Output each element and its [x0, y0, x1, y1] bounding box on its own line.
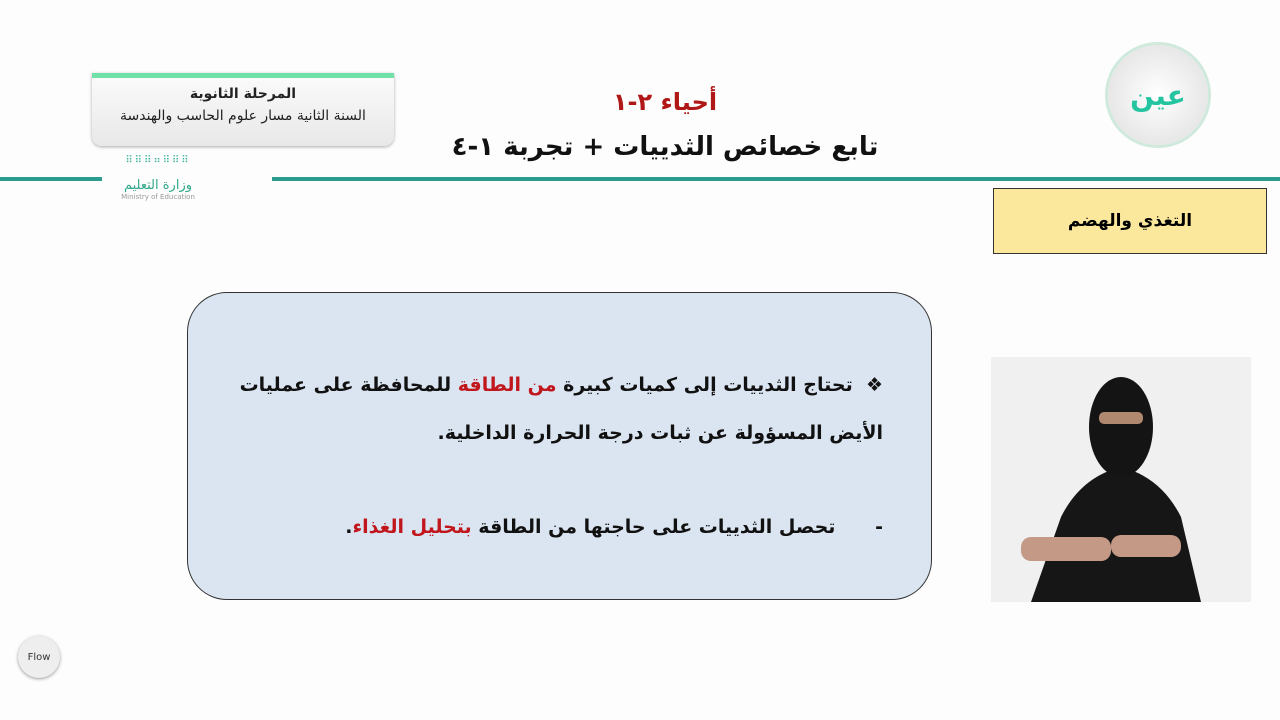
interpreter-figure [991, 357, 1251, 602]
topic-label: التغذي والهضم [1067, 211, 1193, 231]
ministry-name-en: Ministry of Education [121, 193, 195, 201]
content-card [187, 292, 932, 600]
dash-icon: - [875, 516, 883, 538]
subject-title: أحياء ٢-١ [612, 88, 718, 116]
highlight-text: من الطاقة [457, 374, 557, 396]
channel-logo-text: عين [1130, 78, 1186, 112]
text: تحصل الثدييات على حاجتها من الطاقة [471, 516, 836, 538]
text: للمحافظة على عمليات الأيض المسؤولة عن ثبات درجة الحرارة الداخلية. [239, 374, 883, 444]
ministry-name-ar: وزارة التعليم [123, 178, 193, 193]
paragraph-1 [228, 361, 883, 457]
paragraph-2 [228, 503, 883, 551]
track-label: السنة الثانية مسار علوم الحاسب والهندسة [120, 108, 366, 124]
stage-label: المرحلة الثانوية [189, 86, 297, 102]
text: تحتاج الثدييات إلى كميات كبيرة [556, 374, 853, 396]
bullet-icon: ❖ [865, 374, 883, 396]
flow-watermark [18, 636, 60, 678]
divider-right [272, 177, 1280, 181]
channel-logo [1108, 45, 1208, 145]
stage-banner [92, 73, 394, 146]
highlight-text: بتحليل الغذاء [352, 516, 472, 538]
watermark-text: Flow [27, 651, 51, 663]
ministry-logo [108, 155, 208, 201]
divider-left [0, 177, 102, 181]
text: . [345, 516, 353, 538]
sign-language-video [991, 357, 1251, 602]
lesson-title: تابع خصائص الثدييات + تجربة ١-٤ [451, 132, 879, 162]
ministry-dots-icon: ⠿⠿⠿⠶⠿⠿⠿ [125, 155, 191, 166]
topic-box [993, 188, 1267, 254]
